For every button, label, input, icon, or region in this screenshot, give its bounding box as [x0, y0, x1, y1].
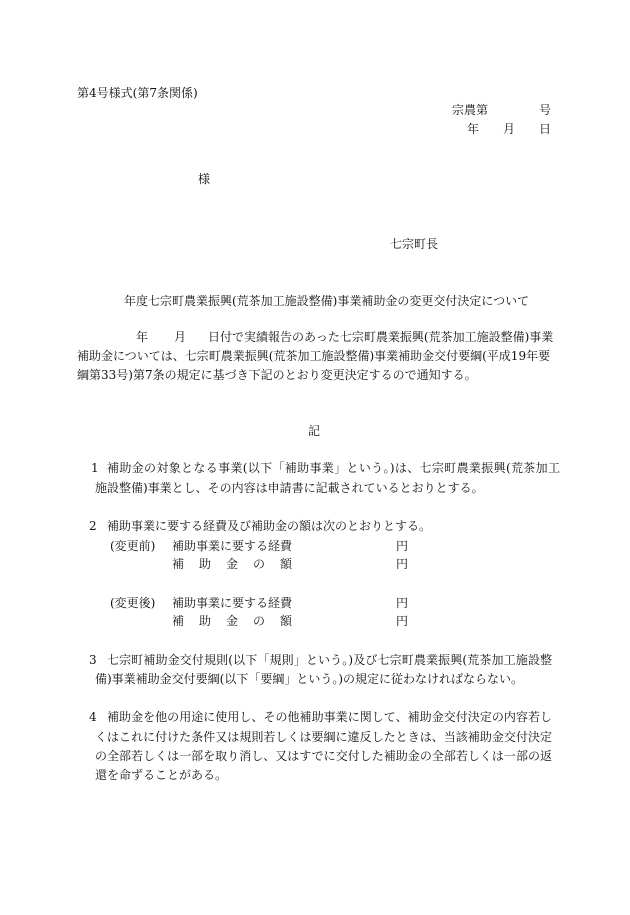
item-1-line-2: 施設整備)事業とし、その内容は申請書に記載されているとおりとする。 [95, 481, 484, 495]
before-label: (変更前) [110, 539, 156, 553]
intro-line-2: 補助金については、七宗町農業振興(荒茶加工施設整備)事業補助金交付要綱(平成19年要 [77, 349, 551, 363]
before-cost-unit: 円 [396, 539, 409, 553]
item-1-line-1 [107, 460, 560, 476]
item-4-number: 4 [89, 710, 97, 724]
item-3-text-1: 七宗町補助金交付規則(以下「規則」という。)及び七宗町農業振興(荒茶加工施設整 [107, 653, 552, 667]
intro-date-year: 年 [136, 330, 149, 344]
ki-heading: 記 [308, 424, 321, 438]
after-grant-char: の [252, 614, 265, 628]
after-label: (変更後) [110, 596, 156, 610]
before-grant-char: の [252, 557, 265, 571]
doc-number-prefix: 宗農第 [452, 103, 489, 117]
after-cost-label: 補助事業に要する経費 [172, 596, 293, 610]
intro-lines [77, 348, 549, 383]
item-2-text: 補助事業に要する経費及び補助金の額は次のとおりとする。 [107, 519, 432, 533]
item-4-line-3: の全部若しくは一部を取り消し、又はすでに交付した補助金の全部若しくは一部の返 [95, 749, 552, 763]
after-grant-char: 額 [279, 614, 292, 628]
after-grant-char: 金 [225, 614, 238, 628]
sender-name: 七宗町長 [390, 237, 439, 251]
item-4-line-2: くはこれに付けた条件又は規則若しくは要綱に違反したときは、当該補助金交付決定 [95, 730, 552, 744]
before-grant-char: 助 [198, 557, 211, 571]
intro-line-1 [208, 329, 554, 345]
after-grant-char: 補 [172, 614, 185, 628]
item-4-line-4: 還を命ずることがある。 [95, 768, 228, 782]
form-number: 第4号様式(第7条関係) [77, 86, 198, 100]
item-3-number: 3 [89, 653, 97, 667]
after-cost-unit: 円 [396, 596, 409, 610]
after-grant-char: 助 [198, 614, 211, 628]
before-cost-label: 補助事業に要する経費 [172, 539, 293, 553]
doc-number-suffix: 号 [539, 103, 552, 117]
date-year-label: 年 [467, 122, 480, 136]
date-month-label: 月 [503, 122, 516, 136]
item-1-text-1: 補助金の対象となる事業(以下「補助事業」という。)は、七宗町農業振興(荒茶加工 [107, 461, 560, 475]
intro-date-month: 月 [174, 330, 187, 344]
document-title: 年度七宗町農業振興(荒茶加工施設整備)事業補助金の変更交付決定について [124, 294, 530, 308]
item-3-line-2: 備)事業補助金交付要綱(以下「要綱」という。)の規定に従わなければならない。 [95, 672, 524, 686]
item-3-line-1 [107, 652, 552, 668]
intro-line-1-text: 日付で実績報告のあった七宗町農業振興(荒茶加工施設整備)事業 [208, 330, 554, 344]
before-grant-char: 補 [172, 557, 185, 571]
after-grant-label [172, 613, 292, 629]
item-4-line-1 [107, 709, 552, 725]
date-day-label: 日 [539, 122, 552, 136]
item-2-number: 2 [89, 519, 97, 533]
item-4-text-1: 補助金を他の用途に使用し、その他補助事業に関して、補助金交付決定の内容若し [107, 710, 552, 724]
item-1-number: 1 [91, 461, 99, 475]
before-grant-unit: 円 [396, 557, 409, 571]
after-grant-unit: 円 [396, 614, 409, 628]
before-grant-char: 金 [225, 557, 238, 571]
item-4-lines [95, 729, 552, 783]
before-grant-char: 額 [279, 557, 292, 571]
intro-line-3: 綱第33号)第7条の規定に基づき下記のとおり変更決定するので通知する。 [77, 368, 477, 382]
addressee-honorific: 様 [198, 172, 211, 186]
before-grant-label [172, 556, 292, 572]
